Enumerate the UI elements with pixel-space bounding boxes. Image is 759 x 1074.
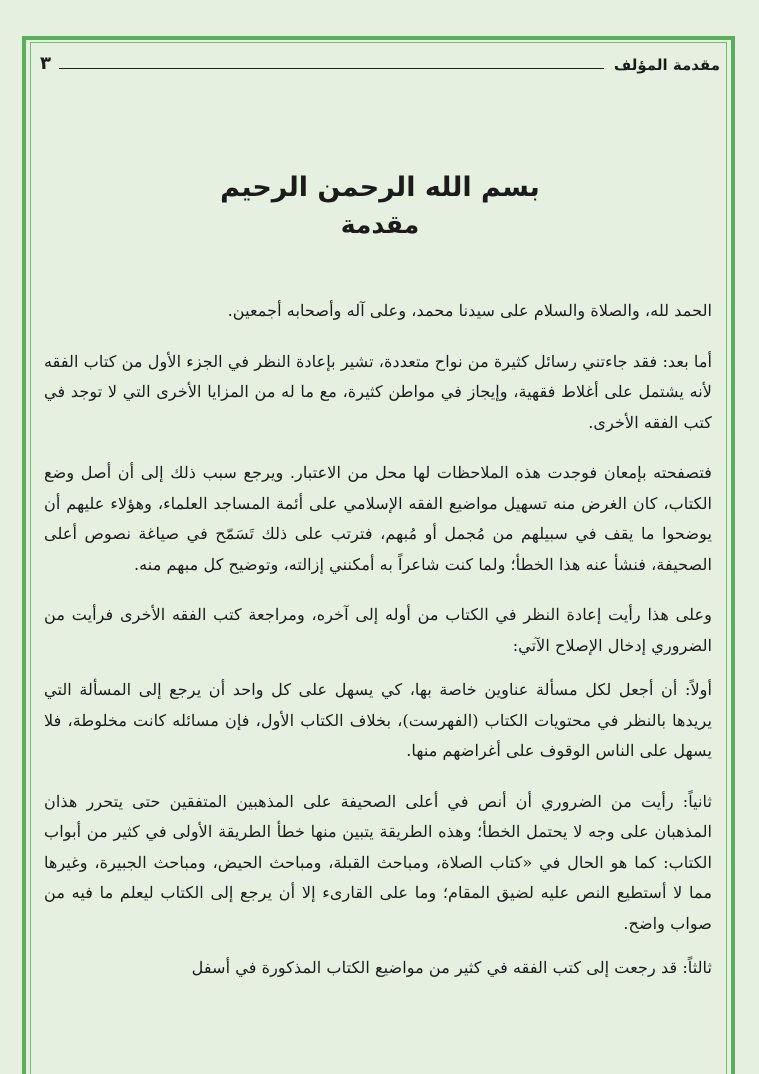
title-block	[60, 170, 700, 242]
paragraph-decision: وعلى هذا رأيت إعادة النظر في الكتاب من أوله إلى آخره، ومراجعة كتب الفقه الأخرى فرأيت من الضروري إدخال الإصلاح الآتي:	[44, 605, 712, 655]
running-head	[40, 50, 720, 74]
paragraph-intro: أما بعد: فقد جاءتني رسائل كثيرة من نواح متعددة، تشير بإعادة النظر في الجزء الأول من كتاب الفقه لأنه يشتمل على أغلاط فقهية، وإيجاز في مواطن كثيرة، مع ما له من المزايا الأخرى التي لا توجد في كتب الفقه الأخرى.	[44, 351, 712, 432]
running-head-title: مقدمة المؤلف	[613, 56, 720, 74]
basmala: بسم الله الرحمن الرحيم	[220, 172, 540, 203]
paragraph-second: ثانياً: رأيت من الضروري أن أنص في أعلى الصحيفة على المذهبين المتفقين حتى يتحرر هذان المذهبان على وجه لا يحتمل الخطأ؛ وهذه الطريقة يتبين منها خطأ الطريقة الأولى في كثير من أبواب الكتاب: كما هو الحال في «كتاب الصلاة، ومباحث القبلة، ومباحث الحيض، ومباحث الجبيرة، وغيرها مما لا أستطيع النص عليه لضيق المقام؛ وما على القارىء إلا أن يرجع إلى الكتاب ليعلم ما فيه من صواب واضح.	[44, 791, 712, 933]
paragraph-praise: الحمد لله، والصلاة والسلام على سيدنا محمد، وعلى آله وأصحابه أجمعين.	[227, 301, 712, 320]
section-heading: مقدمة	[340, 210, 420, 239]
paragraph-first: أولاً: أن أجعل لكل مسألة عناوين خاصة بها، كي يسهل على كل واحد أن يرجع إلى المسألة التي يريدها بالنظر في محتويات الكتاب (الفهرست)، بخلاف الكتاب الأول، فإن مسائله كانت مخلوطة، فلا يسهل على الناس الوقوف على أغراضهم منها.	[44, 680, 712, 760]
paragraph-review: فتصفحته بإمعان فوجدت هذه الملاحظات لها محل من الاعتبار. ويرجع سبب ذلك إلى أن أصل وضع الكتاب، كان الغرض منه تسهيل مواضيع الفقه الإسلامي على أئمة المساجد العلماء، وهؤلاء عليهم أن يوضحوا ما يقف في سبيلهم من مُجمل أو مُبهم، فترتب على ذلك تَسَمّح في صياغة نصوص أعلى الصحيفة، فنشأ عنه هذا الخطأ؛ ولما كنت شاعراً به أمكنني إزالته، وتوضيح كل مبهم منه.	[44, 463, 712, 574]
paragraph-third: ثالثاً: قد رجعت إلى كتب الفقه في كثير من مواضيع الكتاب المذكورة في أسفل	[191, 958, 712, 977]
body-text	[44, 296, 712, 1004]
running-head-rule	[59, 68, 604, 69]
page-number: ٣	[40, 53, 51, 74]
